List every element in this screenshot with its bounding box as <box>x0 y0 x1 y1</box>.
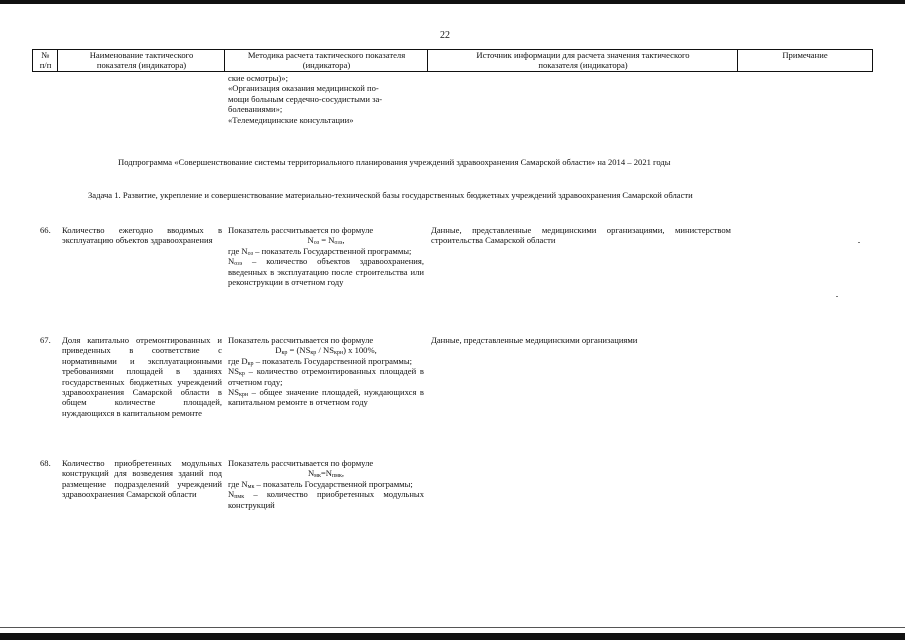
row-number: 67. <box>40 335 51 345</box>
header-note-label: Примечание <box>782 50 828 60</box>
source-cell: Данные, представленные медицинскими организациями <box>431 335 638 345</box>
scan-speck <box>858 242 860 243</box>
subprogram-title: Подпрограмма «Совершенствование системы территориального планирования учреждений здравоохранения Самарской области» на 2014 – 2021 годы <box>118 157 671 167</box>
bottom-rule <box>0 627 905 628</box>
formula: $N_{мк}=N_{пмк}$, <box>307 468 345 480</box>
header-cell-name <box>57 49 225 72</box>
method-definition: $NS_{кр}$ – количество отремонтированных площадей в отчетном году; <box>228 366 424 387</box>
method-definition: где $N_{оз}$ – показатель Государственной программы; <box>228 245 412 257</box>
top-border <box>0 0 905 4</box>
header-name-label: Наименование тактического показателя (индикатора) <box>89 50 194 70</box>
page-number: 22 <box>440 30 450 41</box>
source-cell: Данные, представленные медицинскими организациями, министерством строительства Самарской области <box>431 225 731 246</box>
carryover-line: «Организация оказания медицинской по- <box>228 83 379 94</box>
row-number: 68. <box>40 458 51 468</box>
header-number-label: № п/п <box>39 50 52 70</box>
method-intro: Показатель рассчитывается по формуле <box>228 335 374 345</box>
method-definition: где $D_{кр}$ – показатель Государственной программы; <box>228 355 412 367</box>
method-intro: Показатель рассчитывается по формуле <box>228 458 374 468</box>
method-definition: $N_{озэ}$ – количество объектов здравоохранения, введенных в эксплуатацию после строительства или реконструкции в отчетном году <box>228 256 424 288</box>
header-cell-number <box>32 49 58 72</box>
header-cell-source <box>427 49 738 72</box>
header-source-label: Источник информации для расчета значения тактического показателя (индикатора) <box>476 50 690 70</box>
carryover-line: ские осмотры)»; <box>228 73 288 83</box>
header-method-label: Методика расчета тактического показателя (индикатора) <box>247 50 406 70</box>
method-cell <box>228 335 424 408</box>
bottom-border <box>0 633 905 640</box>
carryover-line: мощи больным сердечно-сосудистыми за- <box>228 93 383 104</box>
header-cell-note <box>737 49 873 72</box>
indicator-name: Количество приобретенных модульных конструкций для возведения зданий под размещение подразделений учреждений здравоохранения Самарской области <box>62 458 222 500</box>
method-definition: $N_{пмк}$ – количество приобретенных модульных конструкций <box>228 489 424 510</box>
row-number: 66. <box>40 225 51 235</box>
carryover-text <box>228 73 424 125</box>
scan-speck <box>836 296 838 297</box>
method-intro: Показатель рассчитывается по формуле <box>228 225 374 235</box>
header-cell-method <box>224 49 428 72</box>
task-title: Задача 1. Развитие, укрепление и совершенствование материально-технической базы государственных бюджетных учреждений здравоохранения Самарской области <box>88 190 693 200</box>
method-definition: $NS_{крн}$ – общее значение площадей, нуждающихся в капитальном ремонте в отчетном году <box>228 387 424 408</box>
indicator-name: Доля капитально отремонтированных и приведенных в соответствие с нормативными и эксплуатационными требованиями площадей в зданиях государственных бюджетных учреждений здравоохранения Самарской области в общем количестве площадей, нуждающихся в капитальном ремонте <box>62 335 222 418</box>
carryover-line: болеваниями»; <box>228 104 283 115</box>
carryover-line: «Телемедицинские консультации» <box>228 114 354 125</box>
formula: $N_{оз} = N_{озэ}$, <box>307 235 345 247</box>
indicator-name: Количество ежегодно вводимых в эксплуатацию объектов здравоохранения <box>62 225 222 246</box>
method-cell <box>228 458 424 510</box>
method-definition: где $N_{мк}$ – показатель Государственной программы; <box>228 478 413 490</box>
formula: $D_{кр} = (NS_{кр} / NS_{крн})$ x 100%, <box>275 345 377 357</box>
method-cell <box>228 225 424 287</box>
